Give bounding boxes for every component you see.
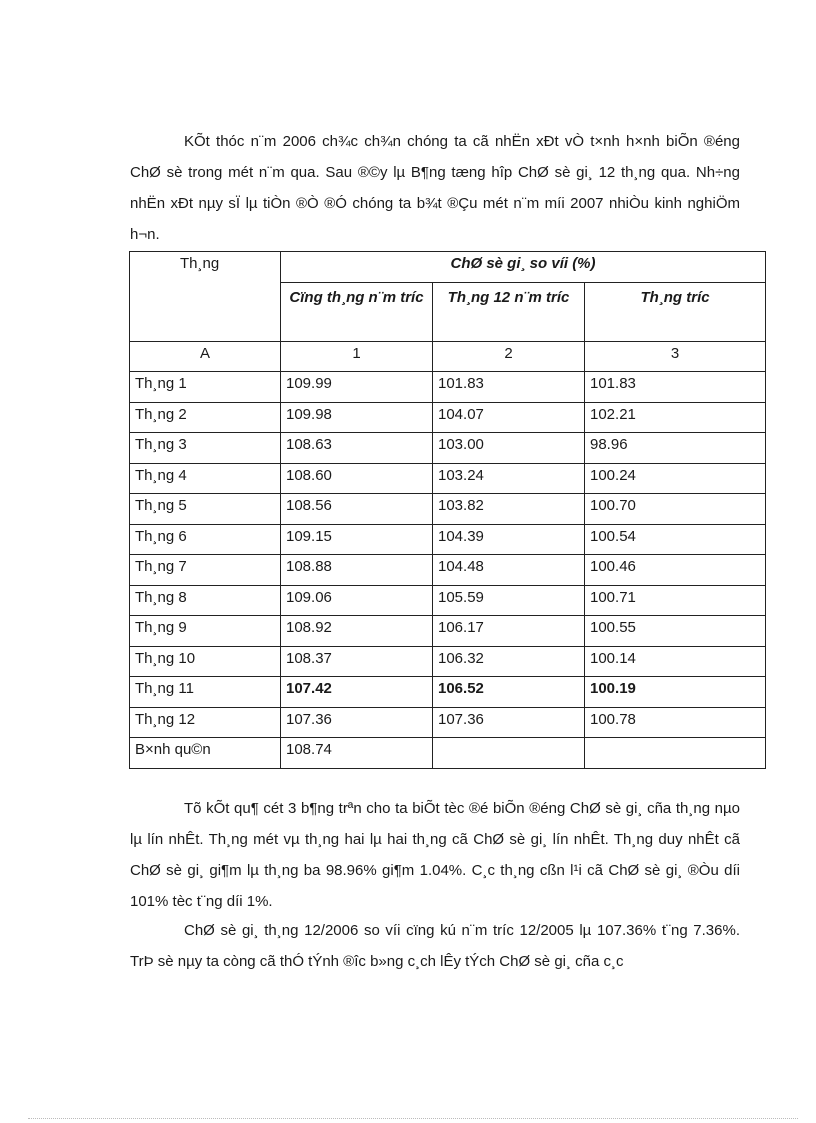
value-cell: 108.92 <box>281 616 433 647</box>
month-cell: Th¸ng 6 <box>130 524 281 555</box>
month-cell: Th¸ng 3 <box>130 433 281 464</box>
intro-paragraph <box>130 126 740 250</box>
value-cell: 100.71 <box>585 585 766 616</box>
conclusion-text: ChØ sè gi¸ th¸ng 12/2006 so víi cïng kú n¨m tríc 12/2005 lµ 107.36% t¨ng 7.36%. TrÞ sè nµy ta còng cã thÓ tÝnh ®îc b»ng c¸ch lÊy tÝch ChØ sè gi¸ cña c¸c <box>130 922 740 970</box>
conclusion-paragraph <box>130 915 740 977</box>
table-row <box>130 494 766 525</box>
month-cell: Th¸ng 2 <box>130 402 281 433</box>
analysis-text: Tõ kÕt qu¶ cét 3 b¶ng trªn cho ta biÕt tèc ®é biÕn ®éng ChØ sè gi¸ cña th¸ng nµo lµ lín nhÊt. Th¸ng mét vµ th¸ng hai lµ hai th¸ng cã ChØ sè gi¸ lín nhÊt. Th¸ng duy nhÊt cã ChØ sè gi¸ gi¶m lµ th¸ng ba 98.96% gi¶m 1.04%. C¸c th¸ng cßn l¹i cã ChØ sè gi¸ ®Òu díi 101% tèc t¨ng díi 1%. <box>130 800 740 910</box>
month-cell: Th¸ng 8 <box>130 585 281 616</box>
index-cell: 3 <box>585 341 766 372</box>
month-cell: Th¸ng 7 <box>130 555 281 586</box>
value-cell: 98.96 <box>585 433 766 464</box>
value-cell: 101.83 <box>433 372 585 403</box>
table-row-average <box>130 738 766 769</box>
table-row <box>130 463 766 494</box>
value-cell: 108.88 <box>281 555 433 586</box>
value-cell: 103.82 <box>433 494 585 525</box>
index-cell: 1 <box>281 341 433 372</box>
month-cell: Th¸ng 10 <box>130 646 281 677</box>
price-index-table <box>129 251 766 769</box>
value-cell: 104.39 <box>433 524 585 555</box>
month-cell: Th¸ng 9 <box>130 616 281 647</box>
value-cell: 107.36 <box>281 707 433 738</box>
value-cell: 107.36 <box>433 707 585 738</box>
subheader-december: Th¸ng 12 n¨m tríc <box>433 282 585 341</box>
table-row <box>130 372 766 403</box>
subheader-previous-month: Th¸ng tríc <box>585 282 766 341</box>
subheader-same-month: Cïng th¸ng n¨m tríc <box>281 282 433 341</box>
value-cell: 106.52 <box>433 677 585 708</box>
table-header-row <box>130 252 766 283</box>
value-cell: 107.42 <box>281 677 433 708</box>
value-cell: 102.21 <box>585 402 766 433</box>
value-cell: 100.14 <box>585 646 766 677</box>
table-row <box>130 616 766 647</box>
value-cell: 109.15 <box>281 524 433 555</box>
month-cell: Th¸ng 1 <box>130 372 281 403</box>
intro-text: KÕt thóc n¨m 2006 ch¾c ch¾n chóng ta cã nhËn xÐt vÒ t×nh h×nh biÕn ®éng ChØ sè trong mét n¨m qua. Sau ®©y lµ B¶ng tæng hîp ChØ sè gi¸ 12 th¸ng qua. Nh÷ng nhËn xÐt nµy sÏ lµ tiÒn ®Ò ®Ó chóng ta b¾t ®Çu mét n¨m míi 2007 nhiÒu kinh nghiÖm h¬n. <box>130 133 740 243</box>
table-row <box>130 555 766 586</box>
value-cell: 108.37 <box>281 646 433 677</box>
value-cell: 104.48 <box>433 555 585 586</box>
month-cell: Th¸ng 12 <box>130 707 281 738</box>
value-cell: 103.24 <box>433 463 585 494</box>
value-cell: 108.60 <box>281 463 433 494</box>
month-column-header: Th¸ng <box>130 252 281 342</box>
index-cell: 2 <box>433 341 585 372</box>
value-cell: 108.63 <box>281 433 433 464</box>
value-cell <box>585 738 766 769</box>
table-row <box>130 402 766 433</box>
value-cell: 109.98 <box>281 402 433 433</box>
analysis-paragraph <box>130 793 740 917</box>
value-cell: 100.24 <box>585 463 766 494</box>
value-cell: 100.54 <box>585 524 766 555</box>
index-cell: A <box>130 341 281 372</box>
value-cell: 104.07 <box>433 402 585 433</box>
value-cell: 109.06 <box>281 585 433 616</box>
table-row <box>130 433 766 464</box>
value-cell: 105.59 <box>433 585 585 616</box>
value-cell: 100.55 <box>585 616 766 647</box>
page-bottom-divider <box>28 1118 798 1119</box>
month-cell: Th¸ng 4 <box>130 463 281 494</box>
table-index-row <box>130 341 766 372</box>
value-cell: 103.00 <box>433 433 585 464</box>
value-cell: 100.78 <box>585 707 766 738</box>
value-cell: 106.17 <box>433 616 585 647</box>
table-row <box>130 524 766 555</box>
value-cell: 100.19 <box>585 677 766 708</box>
month-cell: Th¸ng 5 <box>130 494 281 525</box>
group-header: ChØ sè gi¸ so víi (%) <box>281 252 766 283</box>
value-cell <box>433 738 585 769</box>
value-cell: 100.46 <box>585 555 766 586</box>
month-cell: Th¸ng 11 <box>130 677 281 708</box>
value-cell: 108.56 <box>281 494 433 525</box>
value-cell: 108.74 <box>281 738 433 769</box>
value-cell: 101.83 <box>585 372 766 403</box>
table-row <box>130 585 766 616</box>
table-row-highlight <box>130 677 766 708</box>
value-cell: 109.99 <box>281 372 433 403</box>
month-cell: B×nh qu©n <box>130 738 281 769</box>
value-cell: 106.32 <box>433 646 585 677</box>
table-row <box>130 707 766 738</box>
value-cell: 100.70 <box>585 494 766 525</box>
table-row <box>130 646 766 677</box>
